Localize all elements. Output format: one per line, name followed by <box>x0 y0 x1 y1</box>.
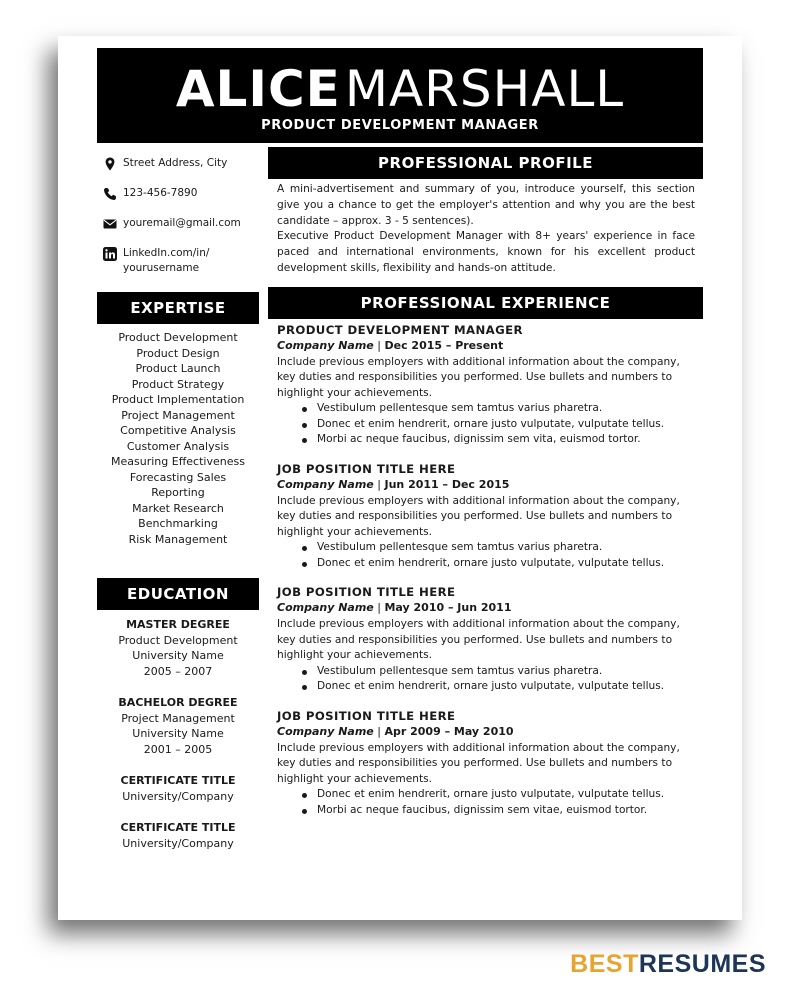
profile-summary <box>277 182 695 277</box>
linkedin-text[interactable]: LinkedIn.com/in/ yourusername <box>123 247 210 274</box>
education-entry <box>97 617 259 679</box>
expertise-item: Product Strategy <box>131 377 225 391</box>
certificate-entry <box>97 773 259 804</box>
expertise-item: Benchmarking <box>138 517 218 530</box>
expertise-item: Product Launch <box>135 362 221 375</box>
expertise-item: Customer Analysis <box>126 439 230 453</box>
job-company-line: Company Name | Jun 2011 – Dec 2015 <box>277 477 510 491</box>
job-entry <box>277 708 695 819</box>
location-pin-icon <box>103 157 117 171</box>
email-text[interactable]: youremail@gmail.com <box>123 217 241 229</box>
job-bullets <box>277 664 695 695</box>
degree-title: MASTER DEGREE <box>126 618 230 631</box>
linkedin-icon <box>103 247 117 261</box>
email-icon <box>103 217 117 231</box>
bullet-item: Donec et enim hendrerit, ornare justo vulputate, vulputate tellus. <box>317 787 695 803</box>
job-bullets <box>277 787 695 818</box>
expertise-item: Risk Management <box>128 532 228 546</box>
certificate-title: CERTIFICATE TITLE <box>120 821 236 834</box>
expertise-item: Project Management <box>121 408 235 422</box>
degree-school: University Name <box>132 727 224 740</box>
job-description: Include previous employers with additional information about the company, key duties and responsibilities you performed. Use bullets and numbers to highlight your achievements. <box>277 494 680 538</box>
bullet-item: Morbi ac neque faucibus, dignissim sem vitae, euismod tortor. <box>317 803 695 819</box>
job-title: JOB POSITION TITLE HERE <box>277 585 456 600</box>
candidate-name <box>97 62 703 116</box>
job-title-header: PRODUCT DEVELOPMENT MANAGER <box>261 118 539 133</box>
bullet-item: Donec et enim hendrerit, ornare justo vulputate, vulputate tellus. <box>317 417 695 433</box>
expertise-item: Competitive Analysis <box>120 424 236 437</box>
address-text: Street Address, City <box>123 157 228 169</box>
phone-icon <box>103 187 117 201</box>
profile-heading: PROFESSIONAL PROFILE <box>268 147 703 179</box>
expertise-item: Product Design <box>136 346 220 360</box>
bullet-item: Vestibulum pellentesque sem tamtus varius pharetra. <box>317 401 695 417</box>
left-column <box>97 150 259 851</box>
job-dates: May 2010 – Jun 2011 <box>384 601 512 615</box>
company-name: Company Name <box>277 724 374 738</box>
job-bullets <box>277 401 695 448</box>
certificate-issuer: University/Company <box>122 836 234 850</box>
job-company-line: Company Name | Dec 2015 – Present <box>277 338 504 352</box>
brand-part-resumes: RESUMES <box>638 950 766 978</box>
job-company-line: Company Name | May 2010 – Jun 2011 <box>277 601 512 615</box>
expertise-item: Market Research <box>132 501 224 515</box>
education-heading: EDUCATION <box>97 578 259 610</box>
certificate-entry <box>97 820 259 851</box>
job-entry <box>277 584 695 695</box>
job-dates: Dec 2015 – Present <box>384 338 504 352</box>
bullet-item: Donec et enim hendrerit, ornare justo vulputate, vulputate tellus. <box>317 556 695 572</box>
expertise-item: Product Development <box>118 331 238 344</box>
company-name: Company Name <box>277 338 374 352</box>
contact-email[interactable] <box>103 216 259 231</box>
expertise-item: Product Implementation <box>111 393 245 406</box>
job-description: Include previous employers with additional information about the company, key duties and responsibilities you performed. Use bullets and numbers to highlight your achievements. <box>277 618 680 662</box>
degree-field: Product Development <box>118 633 238 647</box>
company-name: Company Name <box>277 601 374 615</box>
job-title: JOB POSITION TITLE HERE <box>277 461 456 476</box>
job-bullets <box>277 540 695 571</box>
certificate-issuer: University/Company <box>122 789 234 803</box>
contact-phone <box>103 186 259 201</box>
degree-years: 2001 – 2005 <box>143 742 213 756</box>
expertise-heading: EXPERTISE <box>97 292 259 324</box>
certificate-title: CERTIFICATE TITLE <box>120 774 236 787</box>
first-name: ALICE <box>175 60 341 118</box>
expertise-item: Forecasting Sales <box>129 470 227 484</box>
job-entry <box>277 461 695 572</box>
expertise-item: Measuring Effectiveness <box>111 455 245 468</box>
resume-header <box>97 48 703 143</box>
degree-field: Project Management <box>121 711 235 725</box>
bullet-item: Vestibulum pellentesque sem tamtus varius pharetra. <box>317 540 695 556</box>
job-dates: Apr 2009 – May 2010 <box>384 724 514 738</box>
expertise-item: Reporting <box>151 486 205 499</box>
degree-school: University Name <box>132 649 224 662</box>
right-column <box>268 147 703 818</box>
brand-part-best: BEST <box>570 950 639 978</box>
job-dates: Jun 2011 – Dec 2015 <box>384 477 510 491</box>
job-title: PRODUCT DEVELOPMENT MANAGER <box>277 322 523 337</box>
degree-title: BACHELOR DEGREE <box>118 696 238 709</box>
bullet-item: Donec et enim hendrerit, ornare justo vulputate, vulputate tellus. <box>317 679 695 695</box>
company-name: Company Name <box>277 477 374 491</box>
brand-logo <box>570 950 766 979</box>
contact-linkedin[interactable] <box>103 246 259 276</box>
experience-heading: PROFESSIONAL EXPERIENCE <box>268 287 703 319</box>
last-name: MARSHALL <box>344 60 625 118</box>
profile-paragraph: Executive Product Development Manager with 8+ years' experience in face paced and international environments, known for his excellent product development skills, flexibility and hands-on attitude. <box>277 230 695 274</box>
job-entry <box>277 322 695 448</box>
contact-address <box>103 156 259 171</box>
bullet-item: Vestibulum pellentesque sem tamtus varius pharetra. <box>317 664 695 680</box>
job-description: Include previous employers with additional information about the company, key duties and responsibilities you performed. Use bullets and numbers to highlight your achievements. <box>277 355 680 399</box>
expertise-list <box>97 330 259 547</box>
phone-text: 123-456-7890 <box>123 187 198 199</box>
profile-paragraph: A mini-advertisement and summary of you, introduce yourself, this section give you a chance to get the employer's attention and why you are the best candidate – approx. 3 - 5 sentences). <box>277 183 695 227</box>
job-company-line: Company Name | Apr 2009 – May 2010 <box>277 724 514 738</box>
bullet-item: Morbi ac neque faucibus, dignissim sem vita, euismod tortor. <box>317 432 695 448</box>
job-description: Include previous employers with additional information about the company, key duties and responsibilities you performed. Use bullets and numbers to highlight your achievements. <box>277 741 680 785</box>
education-entry <box>97 695 259 757</box>
degree-years: 2005 – 2007 <box>143 664 213 678</box>
job-title: JOB POSITION TITLE HERE <box>277 708 456 723</box>
